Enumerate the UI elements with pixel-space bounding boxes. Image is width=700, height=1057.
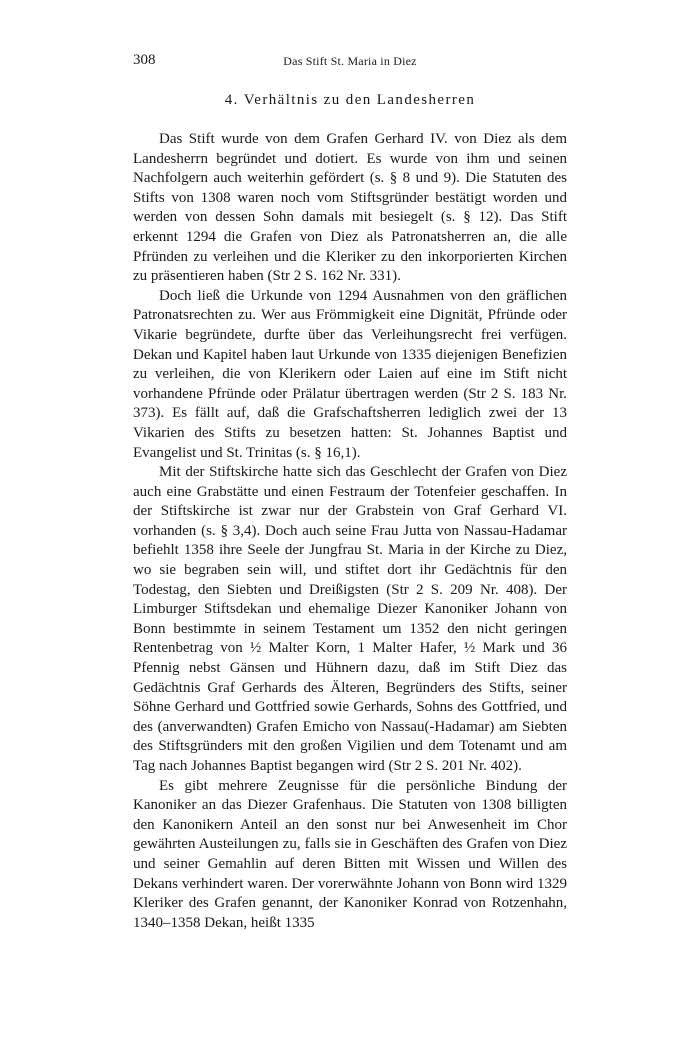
paragraph: Mit der Stiftskirche hatte sich das Geschlecht der Grafen von Diez auch eine Grabstätte und einen Festraum der Totenfeier geschaffen. In der Stiftskirche ist zwar nur der Grabstein von Graf Gerhard VI. vorhanden (s. § 3,4). Doch auch seine Frau Jutta von Nassau-Hadamar befiehlt 1358 ihre Seele der Jungfrau St. Maria in der Kirche zu Diez, wo sie begraben sein will, und stiftet dort ihr Gedächtnis für den Todestag, den Siebten und Dreißigsten (Str 2 S. 209 Nr. 408). Der Limburger Stiftsdekan und ehemalige Diezer Kanoniker Johann von Bonn bestimmte in seinem Testament um 1352 den nicht geringen Rentenbetrag von ½ Malter Korn, 1 Malter Hafer, ½ Mark und 36 Pfennig nebst Gänsen und Hühnern dazu, daß im Stift Diez das Gedächtnis Graf Gerhards des Älteren, Begründers des Stifts, seiner Söhne Gerhard und Gottfried sowie Gerhards, Sohns des Gottfried, und des (anverwandten) Grafen Emicho von Nassau(-Hadamar) am Siebten des Stiftsgründers mit den großen Vigilien und dem Totenamt und am Tag nach Johannes Baptist begangen wird (Str 2 S. 201 Nr. 402). — [133, 464, 567, 774]
paragraph: Es gibt mehrere Zeugnisse für die persönliche Bindung der Kanoniker an das Diezer Grafenhaus. Die Statuten von 1308 billigten den Kanonikern Anteil an den sonst nur bei Anwesenheit im Chor gewährten Austeilungen zu, falls sie in Geschäften des Grafen von Diez und seiner Gemahlin auf deren Bitten mit Wissen und Willen des Dekans verhindert waren. Der vorerwähnte Johann von Bonn wird 1329 Kleriker des Grafen genannt, der Kanoniker Konrad von Rotzenhahn, 1340–1358 Dekan, heißt 1335 — [133, 777, 567, 931]
paragraph: Das Stift wurde von dem Grafen Gerhard IV. von Diez als dem Landesherrn begründet und dotiert. Es wurde von ihm und seinen Nachfolgern auch weiterhin gefördert (s. § 8 und 9). Die Statuten des Stifts von 1308 waren noch vom Stiftsgründer bestätigt worden und werden von dessen Sohn damals mit besiegelt (s. § 12). Das Stift erkennt 1294 die Grafen von Diez als Patronatsherren an, die alle Pfründen zu verleihen und die Kleriker zu den inkorporierten Kirchen zu präsentieren haben (Str 2 S. 162 Nr. 331). — [133, 131, 567, 285]
page-header — [133, 52, 567, 72]
section-heading: 4. Verhältnis zu den Landesherren — [224, 92, 476, 108]
body-text — [133, 130, 567, 933]
running-head: Das Stift St. Maria in Diez — [283, 54, 417, 68]
paragraph: Doch ließ die Urkunde von 1294 Ausnahmen von den gräflichen Patronatsrechten zu. Wer aus Frömmigkeit eine Dignität, Pfründe oder Vikarie begründete, durfte über das Verleihungsrecht frei verfügen. Dekan und Kapitel haben laut Urkunde von 1335 diejenigen Benefizien zu verleihen, die von Klerikern oder Laien auf eine im Stift nicht vorhandene Pfründe oder Prälatur übertragen werden (Str 2 S. 183 Nr. 373). Es fällt auf, daß die Grafschaftsherren lediglich zwei der 13 Vikarien des Stifts zu besetzen hatten: St. Johannes Baptist und Evangelist und St. Trinitas (s. § 16,1). — [133, 287, 567, 461]
page-number: 308 — [133, 52, 156, 68]
